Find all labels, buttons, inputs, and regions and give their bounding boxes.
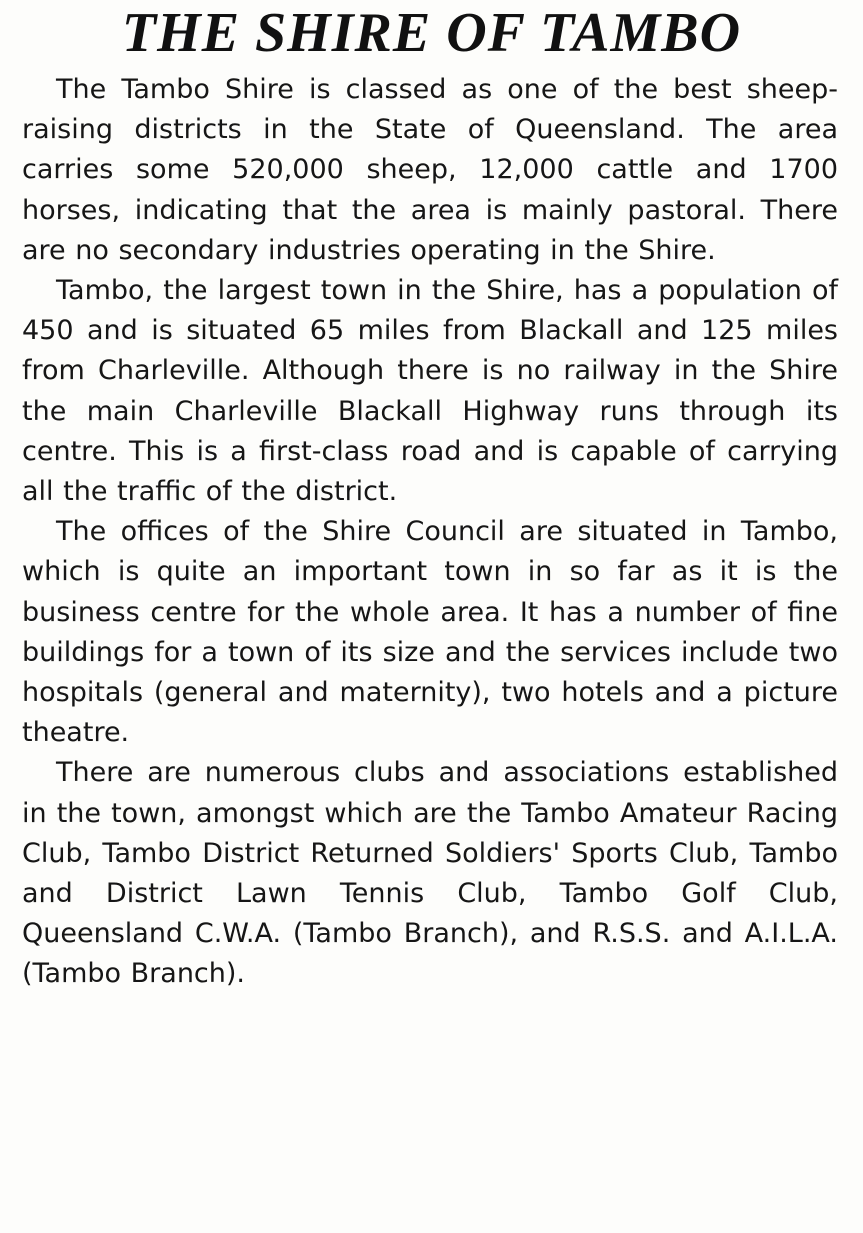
article-body bbox=[22, 70, 838, 995]
article-title: THE SHIRE OF TAMBO bbox=[121, 2, 742, 64]
paragraph-tambo-town: Tambo, the largest town in the Shire, has a population of 450 and is situated 65 miles from Blackall and 125 miles from Charleville. Although there is no railway in the Shire the main Charleville Blackall Highway runs through its centre. This is a first-class road and is capable of carrying all the traffic of the district. bbox=[22, 275, 838, 508]
paragraph-clubs: There are numerous clubs and associations established in the town, amongst which are the Tambo Amateur Racing Club, Tambo District Returned Soldiers' Sports Club, Tambo and District Lawn Tennis Club, Tambo Golf Club, Queensland C.W.A. (Tambo Branch), and R.S.S. and A.I.L.A. (Tambo Branch). bbox=[22, 757, 838, 990]
paragraph-sheep-districts: The Tambo Shire is classed as one of the best sheep-raising districts in the State of Queensland. The area carries some 520,000 sheep, 12,000 cattle and 1700 horses, indicating that the area is mainly pastoral. There are no secondary industries operating in the Shire. bbox=[22, 74, 838, 266]
paragraph-shire-council: The offices of the Shire Council are situated in Tambo, which is quite an important town in so far as it is the business centre for the whole area. It has a number of fine buildings for a town of its size and the services include two hospitals (general and maternity), two hotels and a picture theatre. bbox=[22, 516, 838, 749]
